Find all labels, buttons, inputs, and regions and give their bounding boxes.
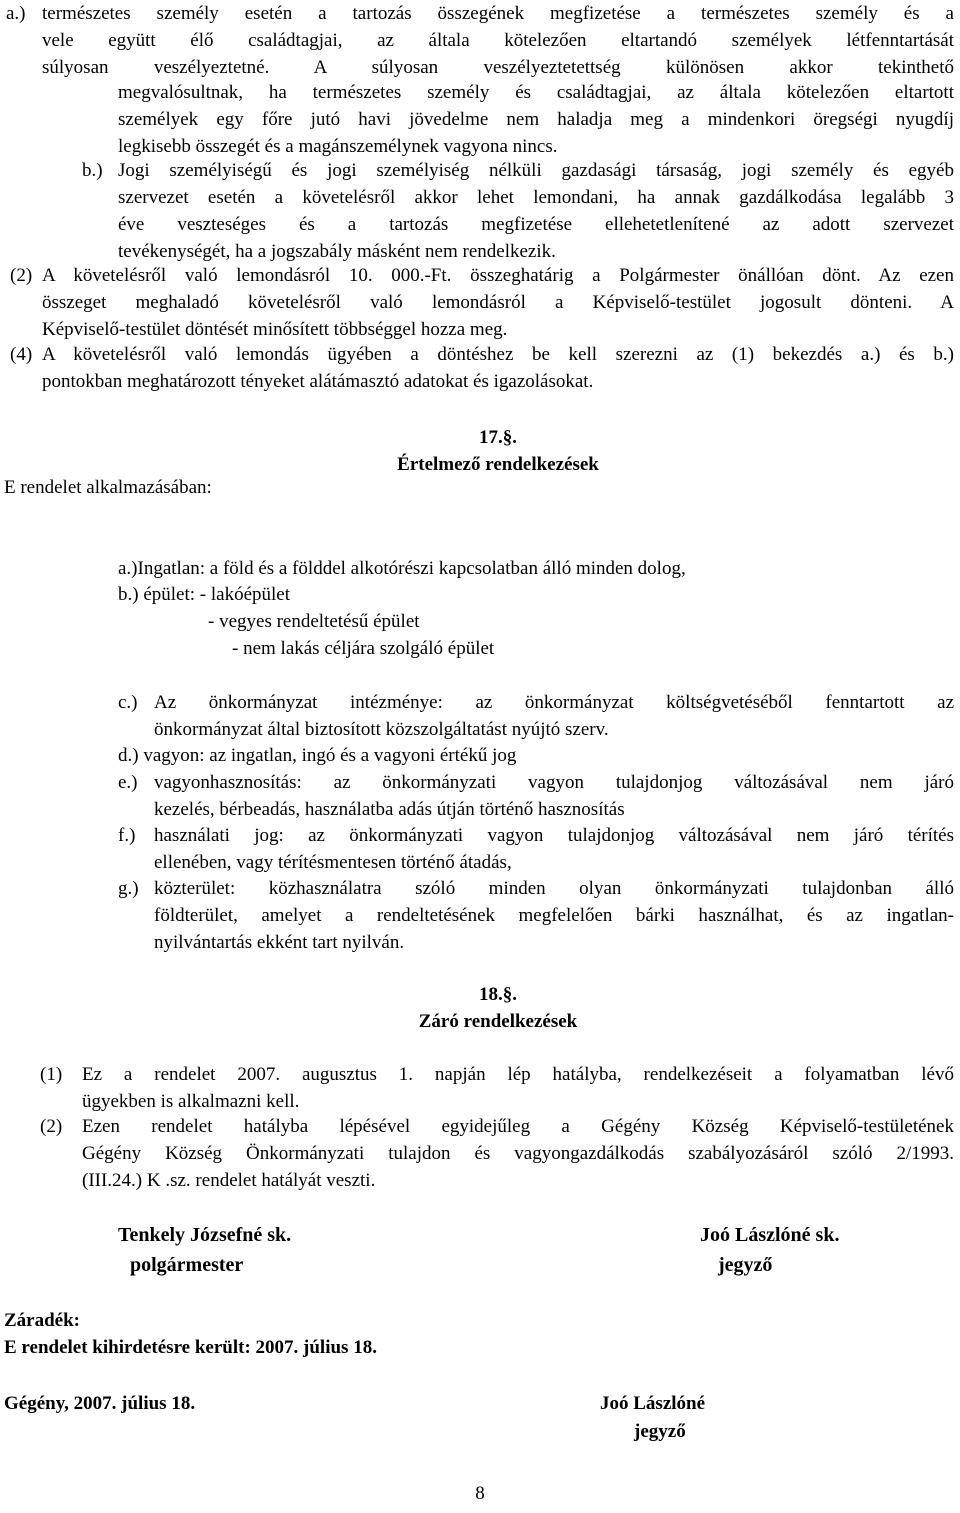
section-18-title: Záró rendelkezések: [418, 1011, 578, 1032]
text-line: ügyekben is alkalmazni kell.: [82, 1091, 300, 1112]
paragraph-2-label: (2): [10, 265, 33, 286]
item-a-text: [42, 0, 954, 81]
text-line: vele együtt élő családtagjai, az általa kötelezően eltartandó személyek létfenntartását: [42, 30, 954, 51]
definition-g-label: g.): [118, 878, 139, 899]
text-line: pontokban meghatározott tényeket alátámasztó adatokat és igazolásokat.: [42, 371, 594, 392]
text-line: önkormányzat által biztosított közszolgáltatást nyújtó szerv.: [154, 719, 609, 740]
text-line: tevékenységét, ha a jogszabály másként nem rendelkezik.: [118, 241, 556, 262]
text-line: személyek egy főre jutó havi jövedelme nem haladja meg a mindenkori öregségi nyugdíj: [118, 109, 954, 130]
section-18-paragraph-1-text: [82, 1061, 954, 1115]
item-b-text: [118, 157, 954, 265]
text-line: Képviselő-testület döntését minősített többséggel hozza meg.: [42, 319, 508, 340]
definition-c-label: c.): [118, 692, 138, 713]
definition-e-text: [154, 769, 954, 823]
text-line: vagyonhasznosítás: az önkormányzati vagyon tulajdonjog változásával nem járó: [154, 772, 954, 793]
definition-a: a.)Ingatlan: a föld és a földdel alkotórészi kapcsolatban álló minden dolog,: [118, 558, 686, 579]
text-line: Gégény Község Önkormányzati tulajdon és vagyongazdálkodás szabályozásáról szóló 2/1993.: [82, 1143, 954, 1164]
text-line: összeget meghaladó követelésről való lemondásról a Képviselő-testület jogosult dönteni. A: [42, 292, 954, 313]
text-line: természetes személy esetén a tartozás összegének megfizetése a természetes személy és a: [42, 3, 954, 24]
text-line: súlyosan veszélyeztetné. A súlyosan veszélyeztetettség különösen akkor tekinthető: [42, 57, 954, 78]
text-line: nyilvántartás ekként tart nyilván.: [154, 932, 405, 953]
text-line: Ezen rendelet hatályba lépésével egyidejűleg a Gégény Község Képviselő-testületének: [82, 1116, 954, 1137]
definition-e-label: e.): [118, 772, 138, 793]
definition-g-text: [154, 875, 954, 956]
paragraph-4-label: (4): [10, 344, 33, 365]
text-line: szervezet esetén a követelésről akkor lehet lemondani, ha annak gazdálkodása legalább 3: [118, 187, 954, 208]
definition-b: b.) épület: - lakóépület: [118, 584, 290, 605]
text-line: Ez a rendelet 2007. augusztus 1. napján lép hatályba, rendelkezéseit a folyamatban lévő: [82, 1064, 954, 1085]
clause-signer-name: Joó Lászlóné: [600, 1393, 706, 1414]
definition-c-text: [154, 689, 954, 743]
clause-signer-title: jegyző: [634, 1421, 686, 1442]
page-number: 8: [475, 1483, 485, 1504]
clause-text: E rendelet kihirdetésre került: 2007. július 18.: [4, 1337, 377, 1358]
section-18-number: 18.§.: [479, 984, 517, 1005]
text-line: közterület: közhasználatra szóló minden olyan önkormányzati tulajdonban álló: [154, 878, 954, 899]
paragraph-2-text: [42, 262, 954, 343]
section-18-paragraph-2-text: [82, 1113, 954, 1194]
signature-notary-title: jegyző: [718, 1254, 773, 1276]
text-line: Az önkormányzat intézménye: az önkormányzat költségvetéséből fenntartott az: [154, 692, 954, 713]
text-line: földterület, amelyet a rendeltetésének megfelelően bárki használhat, és az ingatlan-: [154, 905, 954, 926]
definition-d: d.) vagyon: az ingatlan, ingó és a vagyoni értékű jog: [118, 745, 517, 766]
item-b-label: b.): [82, 160, 103, 181]
item-a-label: a.): [6, 3, 26, 24]
text-line: (III.24.) K .sz. rendelet hatályát veszti.: [82, 1170, 376, 1191]
section-18-paragraph-1-label: (1): [40, 1064, 63, 1085]
text-line: legkisebb összegét és a magánszemélynek vagyona nincs.: [118, 136, 558, 157]
signature-notary-name: Joó Lászlóné sk.: [700, 1224, 840, 1246]
paragraph-4-text: [42, 341, 954, 395]
section-17-intro: E rendelet alkalmazásában:: [4, 477, 212, 498]
text-line: A követelésről való lemondás ügyében a döntéshez be kell szerezni az (1) bekezdés a.) és b.): [42, 344, 954, 365]
definition-b-line: - nem lakás céljára szolgáló épület: [232, 638, 495, 659]
section-18-paragraph-2-label: (2): [40, 1116, 63, 1137]
section-17-number: 17.§.: [479, 427, 517, 448]
definition-f-text: [154, 822, 954, 876]
signature-mayor-name: Tenkely Józsefné sk.: [118, 1224, 292, 1246]
text-line: használati jog: az önkormányzati vagyon tulajdonjog változásával nem járó térítés: [154, 825, 954, 846]
definition-b-line: - vegyes rendeltetésű épület: [208, 611, 420, 632]
clause-place-date: Gégény, 2007. július 18.: [4, 1393, 196, 1414]
text-line: Jogi személyiségű és jogi személyiség nélküli gazdasági társaság, jogi személy és egyéb: [118, 160, 954, 181]
text-line: ellenében, vagy térítésmentesen történő átadás,: [154, 852, 512, 873]
section-17-title: Értelmező rendelkezések: [397, 454, 599, 475]
text-line: A követelésről való lemondásról 10. 000.-Ft. összeghatárig a Polgármester önállóan dönt. Az ezen: [42, 265, 954, 286]
item-a-continuation: [118, 79, 954, 160]
signature-mayor-title: polgármester: [130, 1254, 244, 1276]
text-line: kezelés, bérbeadás, használatba adás útján történő hasznosítás: [154, 799, 625, 820]
definition-f-label: f.): [118, 825, 136, 846]
text-line: megvalósultnak, ha természetes személy és családtagjai, az általa kötelezően eltartott: [118, 82, 954, 103]
clause-heading: Záradék:: [4, 1310, 80, 1331]
text-line: éve veszteséges és a tartozás megfizetése ellehetetlenítené az adott szervezet: [118, 214, 954, 235]
